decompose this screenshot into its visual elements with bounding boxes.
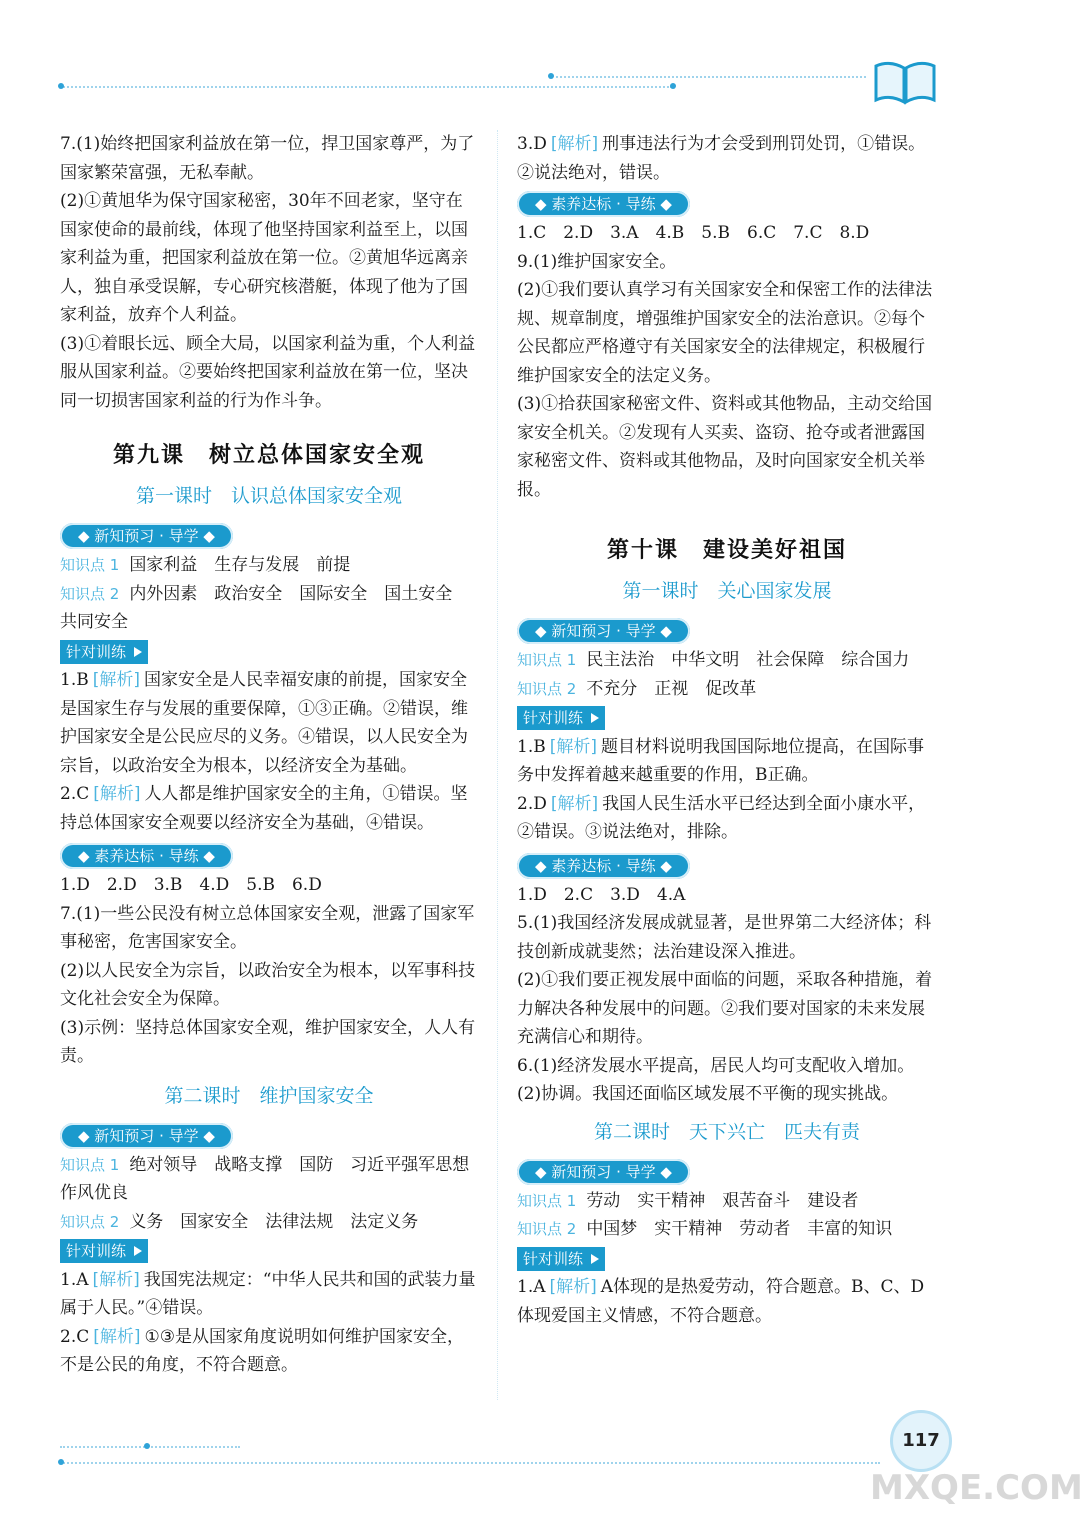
kp-label: 知识点 2 <box>60 584 120 603</box>
knowledge-point-1: 知识点 1 民主法治 中华文明 社会保障 综合国力 <box>517 650 910 670</box>
lesson-9-title: 第九课 树立总体国家安全观 <box>112 442 425 468</box>
practice-answer-7-2: (2)以人民安全为宗旨，以政治安全为根本，以军事科技文化社会安全为保障。 <box>60 960 476 1009</box>
section-tag-training: 针对训练 <box>517 1247 605 1271</box>
book-icon <box>872 58 938 106</box>
section-tag-practice: ◆ 素养达标 · 导练 ◆ <box>517 191 690 217</box>
kp-label: 知识点 1 <box>60 1155 120 1174</box>
right-column <box>517 130 937 1330</box>
practice-answer-6-1: 6.(1)经济发展水平提高，居民人均可支配收入增加。 <box>517 1055 915 1076</box>
header-dotted-rule <box>60 86 672 88</box>
kp-label: 知识点 2 <box>517 679 577 698</box>
practice-answer-7-1: 7.(1)一些公民没有树立总体国家安全观，泄露了国家军事秘密，危害国家安全。 <box>60 903 475 952</box>
analysis-label: [解析] <box>549 736 597 757</box>
kp-label: 知识点 1 <box>517 651 577 669</box>
knowledge-point-1: 知识点 1 劳动 实干精神 艰苦奋斗 建设者 <box>517 1190 859 1211</box>
period-2-title: 第二课时 维护国家安全 <box>164 1084 374 1107</box>
footer-dotted-rule <box>60 1462 880 1464</box>
section-tag-preview: ◆ 新知预习 · 导学 ◆ <box>517 1159 690 1185</box>
analysis-label: [解析] <box>550 793 599 814</box>
watermark: MXQE.COM <box>870 1468 1083 1508</box>
knowledge-point-1: 知识点 1 绝对领导 战略支撑 国防 习近平强军思想 作风优良 <box>60 1154 487 1203</box>
page-number: 117 <box>890 1410 952 1472</box>
section-tag-training: 针对训练 <box>60 1239 148 1263</box>
period-1-title: 第一课时 认识总体国家安全观 <box>135 485 402 507</box>
practice-answer-9-1: 9.(1)维护国家安全。 <box>517 251 677 272</box>
header-dotted-rule-2 <box>556 76 866 78</box>
lesson-10-title: 第十课 建设美好祖国 <box>606 537 847 563</box>
section-tag-practice: ◆ 素养达标 · 导练 ◆ <box>60 843 233 869</box>
analysis-label: [解析] <box>550 134 599 154</box>
answer-7-3: (3)①着眼长远、顾全大局，以国家利益为重，个人利益服从国家利益。②要始终把国家利益放在第一位，坚决同一切损害国家利益的行为作斗争。 <box>60 333 476 411</box>
practice-answers: 1.D 2.D 3.B 4.D 5.B 6.D <box>60 875 322 895</box>
knowledge-point-2: 知识点 2 不充分 正视 促改革 <box>517 678 757 699</box>
period-1-title: 第一课时 关心国家发展 <box>622 580 832 602</box>
practice-answers: 1.C 2.D 3.A 4.B 5.B 6.C 7.C 8.D <box>517 223 870 243</box>
analysis-label: [解析] <box>93 784 141 804</box>
practice-answer-5-1: 5.(1)我国经济发展成就显著，是世界第二大经济体；科技创新成就斐然；法治建设深入推进。 <box>517 913 932 962</box>
section-tag-preview: ◆ 新知预习 · 导学 ◆ <box>60 523 233 549</box>
analysis-label: [解析] <box>549 1277 597 1297</box>
training-answer-1: 1.A [解析] 我国宪法规定：“中华人民共和国的武装力量属于人民。”④错误。 <box>60 1269 476 1318</box>
header-dot <box>548 73 554 79</box>
period-2-title: 第二课时 天下兴亡 匹夫有责 <box>593 1120 860 1143</box>
knowledge-point-1: 知识点 1 国家利益 生存与发展 前提 <box>60 555 351 575</box>
kp-label: 知识点 1 <box>60 556 120 574</box>
kp-label: 知识点 2 <box>60 1212 120 1231</box>
knowledge-point-2: 知识点 2 内外因素 政治安全 国际安全 国土安全 共同安全 <box>60 583 470 632</box>
training-answer-1: 1.A [解析] A体现的是热爱劳动，符合题意。B、C、D体现爱国主义情感，不符合题意。 <box>517 1277 925 1326</box>
training-answer-1: 1.B [解析] 国家安全是人民幸福安康的前提，国家安全是国家生存与发展的重要保障，①③正确。②错误，维护国家安全是公民应尽的义务。④错误，以人民安全为宗旨，以政治安全为根本，以经济安全为基础。 <box>60 670 468 776</box>
practice-answers: 1.D 2.C 3.D 4.A <box>517 884 686 905</box>
section-tag-preview: ◆ 新知预习 · 导学 ◆ <box>517 618 690 644</box>
header-dot <box>58 83 64 89</box>
analysis-label: [解析] <box>92 1269 140 1290</box>
answer-7-2: (2)①黄旭华为保守国家秘密，30年不回老家，坚守在国家使命的最前线，体现了他坚持国家利益至上，以国家利益为重，把国家利益放在第一位。②黄旭华远离亲人，独自承受误解，专心研究核潜艇，体现了他为了国家利益，放弃个人利益。 <box>60 191 468 325</box>
practice-answer-6-2: (2)协调。我国还面临区域发展不平衡的现实挑战。 <box>517 1084 899 1104</box>
left-column <box>60 130 487 1380</box>
section-tag-preview: ◆ 新知预习 · 导学 ◆ <box>60 1123 233 1149</box>
training-answer-2: 2.C [解析] 人人都是维护国家安全的主角，①错误。坚持总体国家安全观要以经济安全为基础，④错误。 <box>60 784 468 833</box>
answer-7-1: 7.(1)始终把国家利益放在第一位，捍卫国家尊严，为了国家繁荣富强，无私奉献。 <box>60 134 475 183</box>
training-answer-1: 1.B [解析] 题目材料说明我国国际地位提高，在国际事务中发挥着越来越重要的作用，B正确。 <box>517 736 924 785</box>
section-tag-training: 针对训练 <box>517 706 605 730</box>
analysis-label: [解析] <box>93 1326 141 1347</box>
analysis-label: [解析] <box>92 670 140 690</box>
footer-dotted-rule-2 <box>60 1446 240 1448</box>
practice-answer-9-2: (2)①我们要认真学习有关国家安全和保密工作的法律法规、规章制度，增强维护国家安全的法治意识。②每个公民都应严格遵守有关国家安全的法律规定，积极履行维护国家安全的法定义务。 <box>517 280 933 386</box>
training-answer-2: 2.D [解析] 我国人民生活水平已经达到全面小康水平，②错误。③说法绝对，排除。 <box>517 793 926 842</box>
answer-3: 3.D [解析] 刑事违法行为才会受到刑罚处罚，①错误。②说法绝对，错误。 <box>517 134 926 183</box>
practice-answer-5-2: (2)①我们要正视发展中面临的问题，采取各种措施，着力解决各种发展中的问题。②我们要对国家的未来发展充满信心和期待。 <box>517 970 933 1047</box>
kp-label: 知识点 1 <box>517 1191 577 1210</box>
column-divider <box>497 130 498 1400</box>
practice-answer-9-3: (3)①拾获国家秘密文件、资料或其他物品，主动交给国家安全机关。②发现有人买卖、盗窃、抢夺或者泄露国家秘密文件、资料或其他物品，及时向国家安全机关举报。 <box>517 394 933 500</box>
section-tag-practice: ◆ 素养达标 · 导练 ◆ <box>517 853 690 879</box>
knowledge-point-2: 知识点 2 义务 国家安全 法律法规 法定义务 <box>60 1211 419 1232</box>
footer-dot <box>144 1443 150 1449</box>
practice-answer-7-3: (3)示例：坚持总体国家安全观，维护国家安全，人人有责。 <box>60 1017 476 1066</box>
footer-dot <box>58 1459 64 1465</box>
training-answer-2: 2.C [解析] ①③是从国家角度说明如何维护国家安全，不是公民的角度，不符合题意。 <box>60 1326 464 1375</box>
knowledge-point-2: 知识点 2 中国梦 实干精神 劳动者 丰富的知识 <box>517 1219 893 1239</box>
kp-label: 知识点 2 <box>517 1220 577 1238</box>
header-dot <box>670 83 676 89</box>
section-tag-training: 针对训练 <box>60 640 148 664</box>
